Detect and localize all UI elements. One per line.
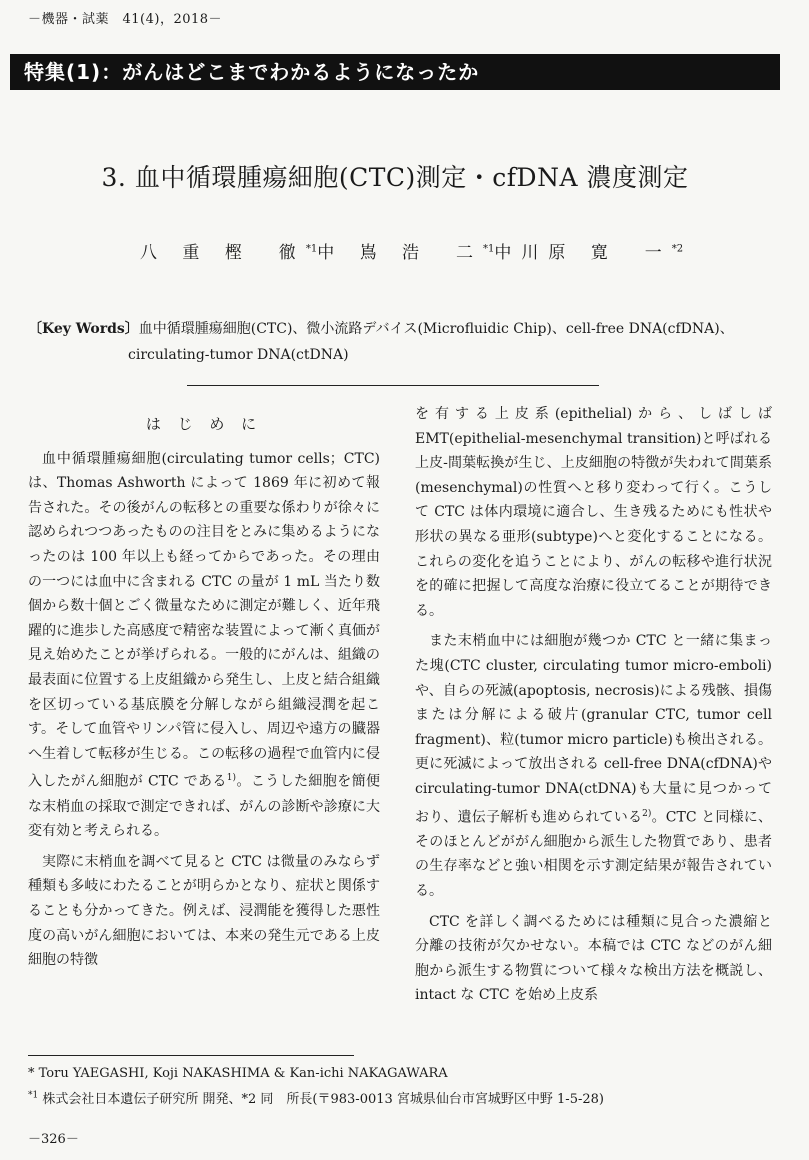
author-name: 中川原 寛 一 [494,243,672,263]
affiliation-text: 株式会社日本遺伝子研究所 開発、*2 同 所長(〒983-0013 宮城県仙台市宮城野区中野 1-5-28) [42,1092,604,1107]
paragraph-text: 。こうした細胞を簡便な末梢血の採取で測定できれば、がんの診断や診療に大変有効と考えられる。 [28,773,380,840]
paragraph: を有する上皮系(epithelial)から、しばしば EMT(epithelial-mesenchymal transition)と呼ばれる上皮-間葉転換が生じ、上皮細胞の特徴が失われて間葉系(mesenchymal)の性質へと移り変わって行く。こうして CTC は体内環境に適合し、生き残るためにも性状や形状の異なる亜形(subtype)へと変化することになる。これらの変化を追うことにより、がんの転移や進行状況を的確に把握して高度な治療に役立てることが期待できる。 [415,406,772,619]
author-mark: *1 [305,243,318,255]
journal-header: －機器・試薬 41(4)，2018－ [28,12,223,27]
citation-ref: 1) [226,773,237,784]
body-column-left [28,412,380,973]
paragraph [28,447,380,844]
footnote-divider [28,1055,354,1056]
keywords-line-1: 血中循環腫瘍細胞(CTC)、微小流路デバイス(Microfluidic Chip)、cell-free DNA(cfDNA)、 [138,321,734,337]
author-3 [494,238,683,263]
author-1 [140,238,317,263]
section-heading: は じ め に [145,415,263,433]
affiliation-mark: *1 [28,1090,39,1101]
author-list [140,238,684,263]
article-title: 3. 血中循環腫瘍細胞(CTC)測定・cfDNA 濃度測定 [101,163,689,192]
title-divider [187,385,599,386]
author-2 [317,238,494,263]
paragraph-text: 。CTC と同様に、そのほとんどががん細胞から派生した物質であり、患者の生存率などと強い相関を示す測定結果が報告されている。 [415,809,772,899]
author-mark: *2 [671,243,684,255]
paragraph-text: また末梢血中には細胞が幾つか CTC と一緒に集まった塊(CTC cluster, circulating tumor micro-emboli)や、自らの死滅(apoptosis, necrosis)による残骸、損傷または分解による破片(granular CTC, tumor cell fragment)、粒(tumor micro particle)も検出される。更に死滅によって放出される cell-free DNA(cfDNA)や circulating-tumor DNA(ctDNA)も大量に見つかっており、遺伝子解析も進められている [415,633,772,826]
body-column-right [415,402,772,1008]
page-number: －326－ [28,1132,79,1147]
paragraph-text: 血中循環腫瘍細胞(circulating tumor cells；CTC)は、Thomas Ashworth によって 1869 年に初めて報告された。その後がんの転移との重要な係わりが徐々に認められつつあったものの注目をとみに集めるようになったのは 100 年以上も経ってからであった。その理由の一つには血中に含まれる CTC の量が 1 mL 当たり数個から数十個とごく微量なために測定が難しく、近年飛躍的に進歩した高感度で精密な装置によって漸く真価が見え始めたことが挙げられる。一般的にがんは、組織の最表面に位置する上皮組織から発生し、上皮と結合組織を区切っている基底膜を分解しながら組織浸潤を起こす。そして血管やリンパ管に侵入し、周辺や遠方の臓器へ生着して転移が生じる。この転移の過程で血管内に侵入したがん細胞が CTC である [28,450,380,790]
paragraph [415,629,772,903]
author-mark: *1 [483,243,495,255]
keywords-label: 〔Key Words〕 [28,321,139,337]
paragraph: 実際に末梢血を調べて見ると CTC は微量のみならず種類も多岐にわたることが明らかとなり、症状と関係することも分かってきた。例えば、浸潤能を獲得した悪性度の高いがん細胞においては、本来の発生元である上皮細胞の特徴 [28,853,380,969]
author-name: 八 重 樫 徹 [140,243,306,263]
feature-banner: 特集(1)：がんはどこまでわかるようになったか [10,54,780,90]
keywords [28,316,768,368]
author-name: 中 嶌 浩 二 [317,243,483,263]
footnote-author-names: * Toru YAEGASHI, Koji NAKASHIMA & Kan-ichi NAKAGAWARA [28,1066,448,1081]
footnote-affiliation [28,1088,604,1107]
keywords-line-2: circulating-tumor DNA(ctDNA) [128,347,349,363]
citation-ref: 2) [642,808,652,819]
paragraph: CTC を詳しく調べるためには種類に見合った濃縮と分離の技術が欠かせない。本稿では CTC などのがん細胞から派生する物質について様々な検出方法を概説し、intact な CTC を始め上皮系 [415,913,772,1004]
